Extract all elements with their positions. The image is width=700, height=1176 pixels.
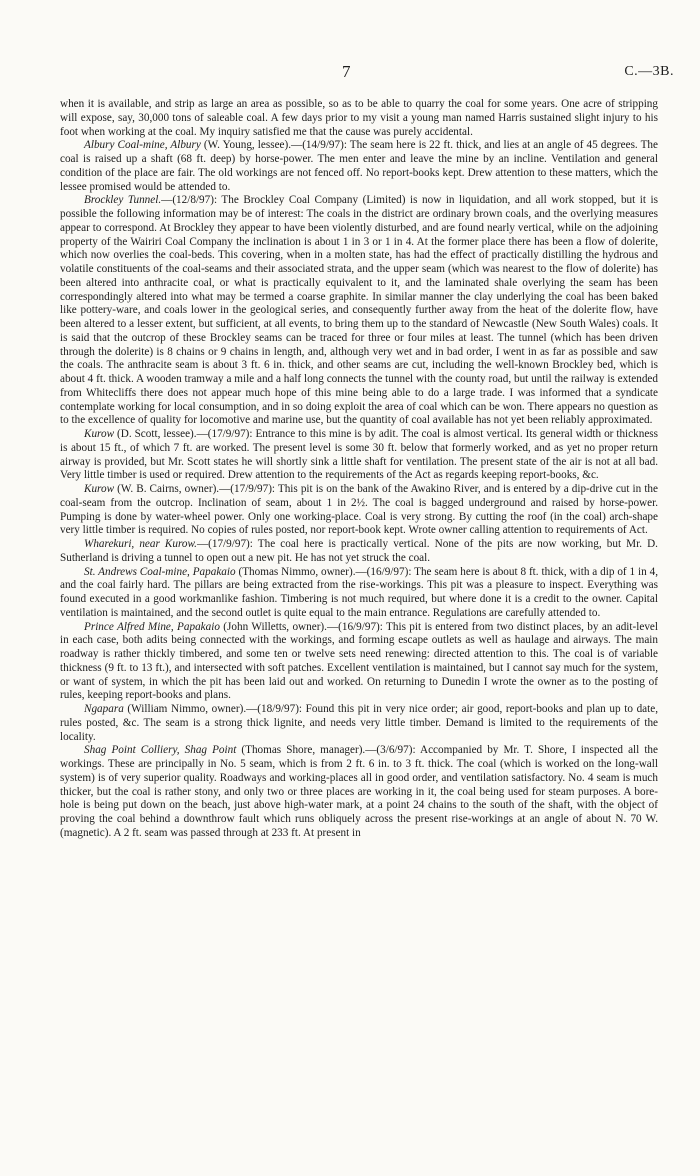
paragraph-text: —(17/9/97): The coal here is practically vertical. None of the pits are now working, but Mr. D. Sutherland is driving a tunnel to open out a new pit. He has not yet struck the coal. [60,538,658,564]
mine-title: Shag Point Colliery, Shag Point [84,744,237,757]
paragraph-text: (W. Young, lessee).—(14/9/97): The seam here is 22 ft. thick, and lies at an angle of 45 degrees. The coal is raised up a shaft (68 ft. deep) by horse-power. The men enter and leave the mine by an incline. Ventilation and general condition of the place are fair. The old workings are not fenced off. No report-books kept. Drew attention to these matters, which the lessee promised would be attended to. [60,139,658,193]
report-body [60,98,658,841]
mine-title: Kurow [84,428,115,440]
mine-title: Ngapara [84,703,124,715]
paragraph-prince-alfred [60,621,658,704]
paragraph-text: (Thomas Nimmo, owner).—(16/9/97): The seam here is about 8 ft. thick, with a dip of 1 in 4, and the coal fairly hard. The pillars are being extracted from the rise-workings. This pit was a pleasure to inspect. Everything was found executed in a good workmanlike fashion. Timbering is not much required, but where done it is a credit to the owner. Capital ventilation is maintained, and the second outlet is quite equal to the main entrance. Regulations are carefully attended to. [60,565,658,619]
mine-title: Albury Coal-mine, Albury [84,139,201,152]
paragraph-text: —(12/8/97): The Brockley Coal Company (Limited) is now in liquidation, and all work stopped, but it is possible the following information may be of interest: The coals in the district are ordinary brown coals, and the overlying measures appear to correspond. At Brockley they appear to have been violently disturbed, and are found nearly vertical, while on the adjoining property of the Wairiri Coal Company the inclination is about 1 in 3 or 1 in 4. At the former place there has been a flow of dolerite, which now overlies the coal-beds. This covering, when in a molten state, has had the effect of practically distilling the hydrous and volatile constituents of the coal-seams and their associated strata, and the upper seam (which was nearest to the flow of dolerite) has been altered into anthracite coal, or what is practically equivalent to it, and the laminated shale overlying the seam has been correspondingly altered into what may be termed a coarse graphite. In similar manner the clay underlying the coal has been baked like pottery-ware, and coals lower in the geological series, and consequently further away from the heat of the dolerite flow, have been altered to a lesser extent, but sufficient, at all events, to bring them up to the standard of Newcastle (New South Wales) coals. It is said that the outcrop of these Brockley seams can be traced for three or four miles at least. The tunnel (which has been driven through the dolerite) is 8 chains or 9 chains in length, and, although very wet and in bad order, I went in as far as possible and saw the coals. The anthracite seam is about 3 ft. 6 in. thick, and other seams are cut, including the well-known Brockley bed, which is about 4 ft. thick. A wooden tramway a mile and a half long connects the tunnel with the county road, but until the railway is extended from Whitecliffs there does not appear much hope of this mine being able to do a large trade. I was informed that a syndicate contemplate working for local consumption, and in so doing exploit the area of coal which can be won. There appears no question as to the excellence of quality for locomotive and marine use, but the quantity of coal available has not yet been reliably approximated. [60,194,658,427]
mine-title: Wharekuri, near Kurow. [84,538,197,550]
paragraph-ngapara [60,703,658,744]
paragraph-shag-point [60,744,658,840]
paragraph-brockley [60,194,658,428]
paragraph-text: (John Willetts, owner).—(16/9/97): This pit is entered from two distinct places, by an adit-level in each case, both adits being connected with the workings, and forming escape outlets as well as haulage and airways. The main roadway is rather thickly timbered, and some ten or twelve sets need renewing: directed attention to this. The coal is of variable thickness (9 ft. to 13 ft.), and intersected with soft patches. Excellent ventilation is maintained, but I cannot say much for the system, or want of system, in which the pit has been laid out and worked. On returning to Dunedin I wrote the owner as to the posting of rules, keeping report-books and plans. [60,620,658,702]
mine-title: St. Andrews Coal-mine, Papakaio [84,565,236,578]
mine-title: Brockley Tunnel. [84,194,162,207]
document-reference: C.—3B. [624,64,674,79]
mine-title: Prince Alfred Mine, Papakaio [84,620,220,633]
paragraph-text: (D. Scott, lessee).—(17/9/97): Entrance to this mine is by adit. The coal is almost vertical. Its general width or thickness is about 15 ft., of which 7 ft. are worked. The present level is some 30 ft. below that formerly worked, and as yet no proper return airway is provided, but Mr. Scott states he will shortly sink a little shaft for ventilation. The present state of the air is not at all bad. Very little timber is used or required. Drew attention to the requirements of the Act as regards keeping report-books, &c. [60,428,658,482]
paragraph-continued [60,98,658,139]
paragraph-kurow-scott [60,428,658,483]
paragraph-text: (William Nimmo, owner).—(18/9/97): Found this pit in very nice order; air good, report-books and plan up to date, rules posted, &c. The seam is a strong thick lignite, and needs very little timber. Demand is limited to the requirements of the locality. [60,703,658,743]
paragraph-text: (W. B. Cairns, owner).—(17/9/97): This pit is on the bank of the Awakino River, and is entered by a dip-drive cut in the coal-seam from the outcrop. Inclination of seam, about 1 in 2½. The coal is bagged underground and raised by horse-power. Pumping is done by water-wheel power. Only one working-place. Coal is very strong. By cutting the roof (in the coal) arch-shape very little timber is required. No copies of rules posted, nor report-book kept. Wrote owner calling attention to requirements of Act. [60,483,658,537]
page-number: 7 [342,62,351,81]
paragraph-text: (Thomas Shore, manager).—(3/6/97): Accompanied by Mr. T. Shore, I inspected all the workings. These are principally in No. 5 seam, which is from 2 ft. 6 in. to 3 ft. thick. The coal (which is worked on the long-wall system) is of very superior quality. Roadways and working-places all in good order, and ventilation satisfactory. No. 4 seam is much thicker, but the coal is rather stony, and only two or three places are working in it, the coal being used for steam purposes. A bore-hole is being put down on the beach, just above high-water mark, at a point 24 chains to the south of the shaft, with the object of proving the coal behind a downthrow fault which runs obliquely across the present rise-workings at an angle of about N. 70 W. (magnetic). A 2 ft. seam was passed through at 233 ft. At present in [60,744,658,839]
paragraph-text: when it is available, and strip as large an area as possible, so as to be able to quarry the coal for some years. One acre of stripping will expose, say, 30,000 tons of saleable coal. A few days prior to my visit a young man named Harris sustained slight injury to his foot when working at the coal. My inquiry satisfied me that the cause was purely accidental. [60,98,658,138]
paragraph-st-andrews [60,566,658,621]
paragraph-wharekuri [60,538,658,566]
mine-title: Kurow [84,483,115,495]
paragraph-kurow-cairns [60,483,658,538]
paragraph-albury [60,139,658,194]
